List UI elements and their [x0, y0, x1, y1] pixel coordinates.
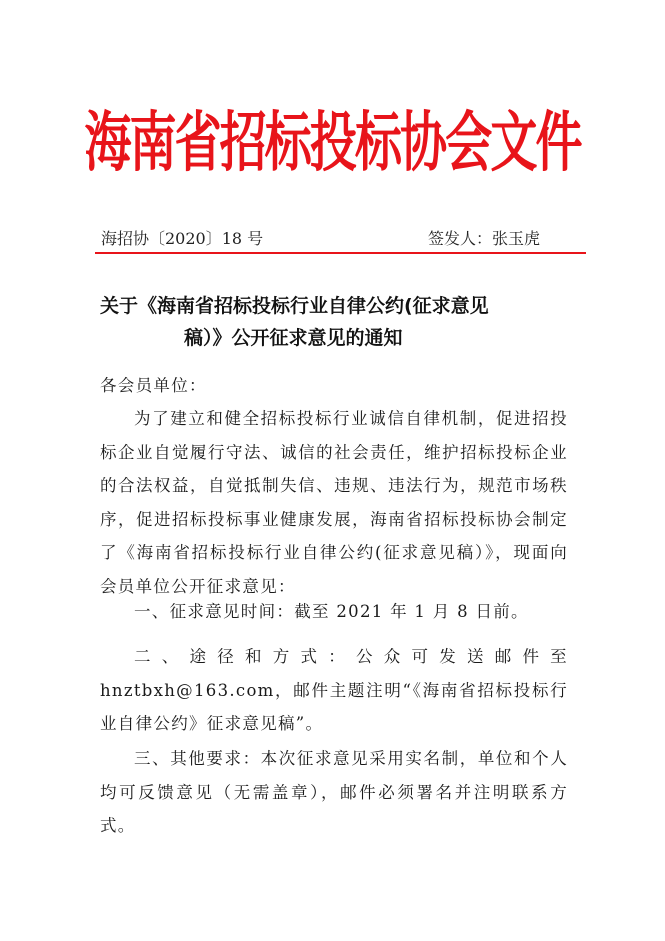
item-deadline: 一、征求意见时间：截至 2021 年 1 月 8 日前。 [134, 602, 529, 621]
issuer-signature: 签发人：张玉虎 [428, 229, 541, 248]
salutation: 各会员单位： [100, 376, 207, 395]
intro-paragraph: 为了建立和健全招标投标行业诚信自律机制，促进招投标企业自觉履行守法、诚信的社会责任，维护招标投标企业的合法权益，自觉抵制失信、违规、违法行为，规范市场秩序，促进招标投标事业健康发展，海南省招标投标协会制定了《海南省招标投标行业自律公约(征求意见稿）》，现面向会员单位公开征求意见： [100, 409, 568, 596]
item-other-requirements: 三、其他要求：本次征求意见采用实名制，单位和个人均可反馈意见（无需盖章），邮件必须署名并注明联系方式。 [100, 749, 568, 836]
document-number: 海招协〔2020〕18 号 [101, 229, 264, 248]
red-divider-line [95, 252, 586, 254]
notice-title [100, 290, 540, 354]
document-masthead: 海南省招标投标协会文件 [84, 103, 581, 181]
item-submission-method: 二、途径和方式：公众可发送邮件至 hnztbxh@163.com，邮件主题注明“《海南省招标投标行业自律公约》征求意见稿”。 [100, 647, 568, 734]
notice-title-line2: 稿）》公开征求意见的通知 [184, 327, 403, 349]
notice-title-line1: 关于《海南省招标投标行业自律公约(征求意见 [100, 295, 489, 317]
